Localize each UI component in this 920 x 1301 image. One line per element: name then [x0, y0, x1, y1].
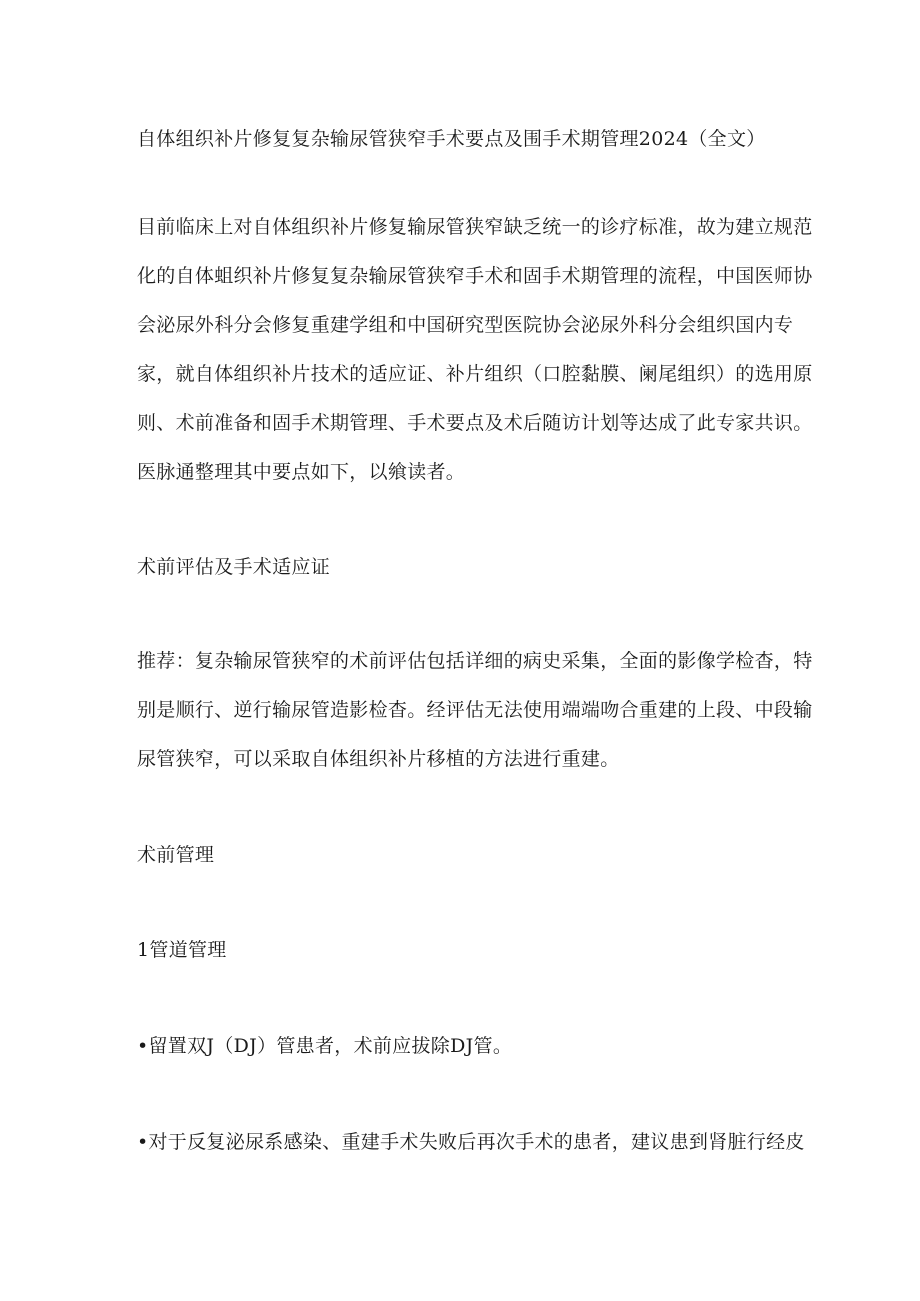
intro-line: 则、术前准备和固手术期管理、手术要点及术后随访计划等达成了此专家共识。	[137, 412, 813, 434]
bullet-item: •留置双J（DJ）管患者，术前应拔除DJ管。	[137, 1035, 513, 1057]
section-heading-preop-assessment: 术前评估及手术适应证	[137, 556, 331, 578]
intro-line: 家，就自体组织补片技术的适应证、补片组织（口腔黏膜、阑尾组织）的选用原	[137, 363, 813, 385]
intro-line: 医脉通整理其中要点如下，以飨读者。	[137, 461, 466, 483]
intro-line: 会泌尿外科分会修复重建学组和中国研究型医院协会泌尿外科分会组织国内专	[137, 314, 794, 336]
subsection-heading-tube-management: 1管道管理	[137, 939, 227, 961]
recommendation-line: 推荐：复杂输尿管狭窄的术前评估包括详细的病史采集，全面的影像学检杳，特	[137, 650, 813, 672]
recommendation-line: 别是顺行、逆行输尿管造影检杳。经评估无法使用端端吻合重建的上段、中段输	[137, 699, 813, 721]
recommendation-line: 尿管狭窄，可以采取自体组织补片移植的方法进行重建。	[137, 748, 620, 770]
intro-line: 目前临床上对自体组织补片修复输尿管狭窄缺乏统一的诊疗标准，故为建立规范	[137, 216, 813, 238]
document-title: 自体组织补片修复复杂输尿管狭窄手术要点及围手术期管理2024（全文）	[137, 128, 766, 150]
intro-line: 化的自体蛆织补片修复复杂输尿管狭窄手术和固手术期管理的流程，中国医师协	[137, 265, 813, 287]
section-heading-preop-management: 术前管理	[137, 844, 215, 866]
bullet-item: •对于反复泌尿系感染、重建手术失败后再次手术的患者，建议患到肾脏行经皮	[137, 1131, 805, 1153]
